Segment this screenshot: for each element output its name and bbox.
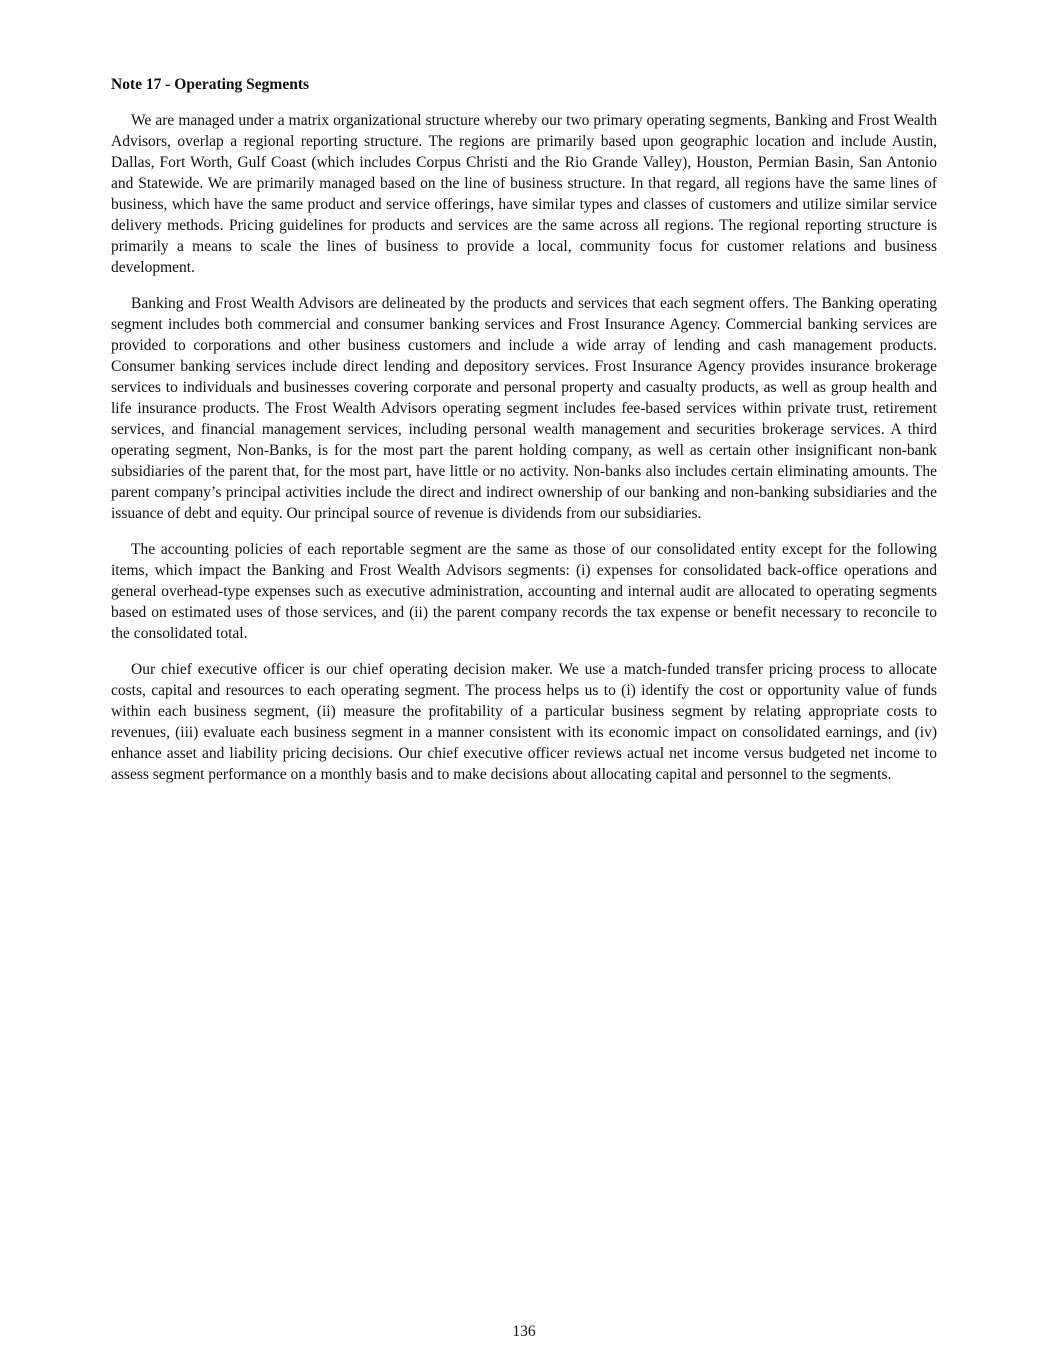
paragraph-segments-overview: We are managed under a matrix organizational structure whereby our two primary operating segments, Banking and Frost Wealth Advisors, overlap a regional reporting structure. The regions are primarily based upon geographic location and include Austin, Dallas, Fort Worth, Gulf Coast (which includes Corpus Christi and the Rio Grande Valley), Houston, Permian Basin, San Antonio and Statewide. We are primarily managed based on the line of business structure. In that regard, all regions have the same lines of business, which have the same product and service offerings, have similar types and classes of customers and utilize similar service delivery methods. Pricing guidelines for products and services are the same across all regions. The regional reporting structure is primarily a means to scale the lines of business to provide a local, community focus for customer relations and business development. [111, 112, 937, 276]
paragraph-segment-descriptions: Banking and Frost Wealth Advisors are delineated by the products and services that each segment offers. The Banking operating segment includes both commercial and consumer banking services and Frost Insurance Agency. Commercial banking services are provided to corporations and other business customers and include a wide array of lending and cash management products. Consumer banking services include direct lending and depository services. Frost Insurance Agency provides insurance brokerage services to individuals and businesses covering corporate and personal property and casualty products, as well as group health and life insurance products. The Frost Wealth Advisors operating segment includes fee-based services within private trust, retirement services, and financial management services, including personal wealth management and securities brokerage services. A third operating segment, Non-Banks, is for the most part the parent holding company, as well as certain other insignificant non-bank subsidiaries of the parent that, for the most part, have little or no activity. Non-banks also includes certain eliminating amounts. The parent company’s principal activities include the direct and indirect ownership of our banking and non-banking subsidiaries and the issuance of debt and equity. Our principal source of revenue is dividends from our subsidiaries. [111, 295, 937, 522]
paragraph-accounting-policies: The accounting policies of each reportable segment are the same as those of our consolidated entity except for the following items, which impact the Banking and Frost Wealth Advisors segments: (i) expenses for consolidated back-office operations and general overhead-type expenses such as executive administration, accounting and internal audit are allocated to operating segments based on estimated uses of those services, and (ii) the parent company records the tax expense or benefit necessary to reconcile to the consolidated total. [111, 541, 937, 642]
section-heading: Note 17 - Operating Segments [111, 76, 310, 93]
document-body [111, 74, 937, 800]
page-number: 136 [512, 1323, 536, 1340]
paragraph-decision-maker: Our chief executive officer is our chief operating decision maker. We use a match-funded transfer pricing process to allocate costs, capital and resources to each operating segment. The process helps us to (i) identify the cost or opportunity value of funds within each business segment, (ii) measure the profitability of a particular business segment by relating appropriate costs to revenues, (iii) evaluate each business segment in a manner consistent with its economic impact on consolidated earnings, and (iv) enhance asset and liability pricing decisions. Our chief executive officer reviews actual net income versus budgeted net income to assess segment performance on a monthly basis and to make decisions about allocating capital and personnel to the segments. [111, 661, 937, 783]
